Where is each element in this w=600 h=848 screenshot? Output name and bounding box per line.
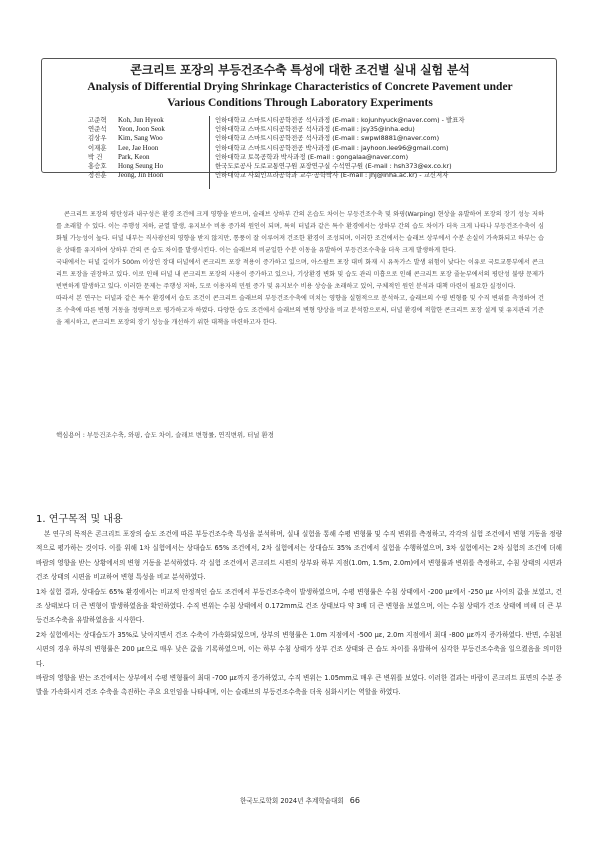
korean-title: 콘크리트 포장의 부등건조수축 특성에 대한 조건별 실내 실험 분석: [130, 63, 470, 77]
abstract-paragraph: 콘크리트 포장의 평탄성과 내구성은 환경 조건에 크게 영향을 받으며, 슬래브 상하부 간의 온습도 차이는 부등건조수축 및 와핑(Warping) 현상을 유발하여 포장의 장기 성능 저하를 초래할 수 있다. 이는 주행성 저하, 균열 발생, 유지보수 비용 증가의 원인이 되며, 특히 터널과 같은 특수 환경에서는 상하부 간의 습도 차이가 더욱 크게 나타나 부등건조수축이 심화될 가능성이 높다. 터널 내부는 직사광선의 영향을 받지 않지만, 통풍이 잘 이루어져 건조한 환경이 조성되며, 이러한 조건에서는 슬래브 상부에서 수분 손실이 가속화되고 하부는 습윤 상태를 유지하여 상하부 간의 큰 습도 차이를 발생시킨다. 이는 슬래브의 비균일한 수분 이동을 유발하여 부등건조수축을 더욱 크게 발생하게 한다.: [56, 211, 544, 254]
author-affiliation: 인하대학교 사회인프라공학과 교수·공학박사 (E-mail : jhj@inha.ac.kr) - 교신저자: [215, 171, 449, 180]
author-korean-name: 연준석: [88, 125, 107, 134]
english-title: [50, 79, 550, 111]
author-korean-name: 박 건: [88, 152, 103, 161]
section-heading: 1. 연구목적 및 내용: [36, 514, 123, 525]
author-english-name: Lee, Jae Hoon: [118, 143, 159, 152]
english-title-line-1: Analysis of Differential Drying Shrinkage Characteristics of Concrete Pavement under: [87, 81, 513, 93]
author-list: [88, 116, 558, 180]
author-row: [88, 116, 558, 125]
author-english-name: Jeong, Jin Hoon: [118, 171, 164, 180]
author-affiliation: 인하대학교 스마트시티공학전공 석사과정 (E-mail : swpwl8881@naver.com): [215, 134, 440, 143]
author-row: [88, 153, 558, 162]
keywords: 핵심용어 : 부등건조수축, 와핑, 습도 차이, 슬래브 변형률, 연직변위, 터널 환경: [56, 431, 274, 439]
author-row: [88, 144, 558, 153]
abstract-paragraph: 따라서 본 연구는 터널과 같은 특수 환경에서 습도 조건이 콘크리트 슬래브의 부등건조수축에 미치는 영향을 실험적으로 분석하고, 슬래브의 수평 변형률 및 수직 변위를 측정하여 건조 수축에 따른 변형 거동을 정량적으로 평가하고자 하였다. 다양한 습도 조건에서 슬래브의 변형 양상을 비교 분석함으로써, 터널 환경에 적합한 콘크리트 포장 설계 및 유지관리 기준을 제시하고, 콘크리트 포장의 장기 성능을 개선하기 위한 대책을 마련하고자 한다.: [56, 295, 544, 326]
body-paragraph: 1차 실험 결과, 상대습도 65% 환경에서는 비교적 안정적인 습도 조건에서 부등건조수축이 발생하였으며, 수평 변형률은 수침 상태에서 -200 με에서 -250 με 사이의 값을 보였고, 건조 상태보다 더 큰 변형이 발생하였음을 확인하였다. 수직 변위는 수침 상태에서 0.172mm로 건조 상태보다 약 3배 더 큰 변형을 보였으며, 이는 수침 상태가 건조 상태에 비해 더 큰 부등건조수축을 유발하였음을 시사한다.: [36, 587, 562, 625]
english-title-line-2: Various Conditions Through Laboratory Experiments: [167, 97, 433, 109]
author-english-name: Koh, Jun Hyeok: [118, 116, 164, 124]
author-affiliation: 인하대학교 토목공학과 박사과정 (E-mail : gongalaa@naver.com): [215, 152, 409, 161]
author-korean-name: 정진훈: [88, 171, 107, 180]
conference-name: 한국도로학회 2024년 추계학술대회: [240, 797, 344, 805]
author-row: [88, 162, 558, 171]
author-english-name: Hong Seung Ho: [118, 161, 164, 170]
abstract: [56, 209, 544, 329]
body-paragraph: 바람의 영향을 받는 조건에서는 상부에서 수평 변형률이 최대 -700 με까지 증가하였고, 수직 변위는 1.05mm로 매우 큰 변위를 보였다. 이러한 결과는 바람이 콘크리트 표면의 수분 증발을 가속화시켜 건조 수축을 촉진하는 주요 요인임을 나타내며, 이는 슬래브의 부등건조수축을 더욱 심화시키는 역할을 하였다.: [36, 674, 562, 697]
author-english-name: Yeon, Joon Seok: [118, 125, 165, 134]
author-affiliation: 인하대학교 스마트시티공학전공 석사과정 (E-mail : kojunhyuck@naver.com) - 발표자: [215, 116, 465, 124]
body-paragraph: 2차 실험에서는 상대습도가 35%로 낮아지면서 건조 수축이 가속화되었으며, 상부의 변형률은 1.0m 지점에서 -500 με, 2.0m 지점에서 최대 -800 με까지 증가하였다. 반면, 수침된 시편의 경우 하부의 변형률은 200 με으로 매우 낮은 값을 기록하였으며, 이는 하부 수침 상태가 상부 건조 상태와 큰 습도 차이를 유발하여 심각한 부등건조수축을 일으켰음을 의미한다.: [36, 630, 562, 668]
author-affiliation: 인하대학교 스마트시티공학전공 박사과정 (E-mail : jayhoon.lee96@gmail.com): [215, 143, 449, 152]
page-number: 66: [349, 796, 360, 805]
author-affiliation: 한국도로공사 도로교통연구원 포장연구실 수석연구원 (E-mail : hsh373@ex.co.kr): [215, 161, 452, 170]
section-body: [36, 527, 562, 700]
author-korean-name: 이재훈: [88, 143, 107, 152]
author-english-name: Kim, Sang Woo: [118, 134, 163, 143]
author-row: [88, 125, 558, 134]
author-korean-name: 고준혁: [88, 116, 107, 124]
author-row: [88, 134, 558, 143]
author-row: [88, 171, 558, 180]
author-affiliation: 인하대학교 스마트시티공학전공 석사과정 (E-mail : jsy35@inha.edu): [215, 125, 415, 134]
page-footer: [0, 795, 600, 805]
author-korean-name: 김상우: [88, 134, 107, 143]
author-korean-name: 홍승호: [88, 161, 107, 170]
body-paragraph: 본 연구의 목적은 콘크리트 포장의 습도 조건에 따른 부등건조수축 특성을 분석하며, 실내 실험을 통해 수평 변형률 및 수직 변위를 측정하고, 각각의 실험 조건에서 변형 거동을 정량적으로 평가하는 것이다. 이를 위해 1차 실험에서는 상대습도 65% 조건에서, 2차 실험에서는 상대습도 35% 조건에서 실험을 수행하였으며, 3차 실험에서는 2차 실험의 조건에 더해 바람의 영향을 받는 상황에서의 변형 거동을 분석하였다. 각 실험 조건에서 콘크리트 시편의 상부와 하부 지점(1.0m, 1.5m, 2.0m)에서 변형률과 변위를 측정하고, 수침 상태의 시편과 건조 상태의 시편을 비교하여 변형 특성을 비교 분석하였다.: [36, 530, 562, 582]
author-english-name: Park, Keon: [118, 152, 150, 161]
abstract-paragraph: 국내에서는 터널 길이가 500m 이상인 장대 터널에서 콘크리트 포장 적용이 증가하고 있으며, 아스팔트 포장 대비 화재 시 유독가스 발생 위험이 낮다는 이유로 국토교통부에서 콘크리트 포장을 권장하고 있다. 이로 인해 터널 내 콘크리트 포장의 사용이 증가하고 있으나, 기상환경 변화 및 습도 관리 미흡으로 인해 콘크리트 포장 줄눈부에서의 평탄성 불량 문제가 빈번하게 발생하고 있다. 이러한 문제는 주행성 저하, 도로 이용자의 민원 증가 및 유지보수 비용 상승을 초래하고 있어, 구체적인 원인 분석과 대책 마련이 필요한 실정이다.: [56, 259, 544, 290]
